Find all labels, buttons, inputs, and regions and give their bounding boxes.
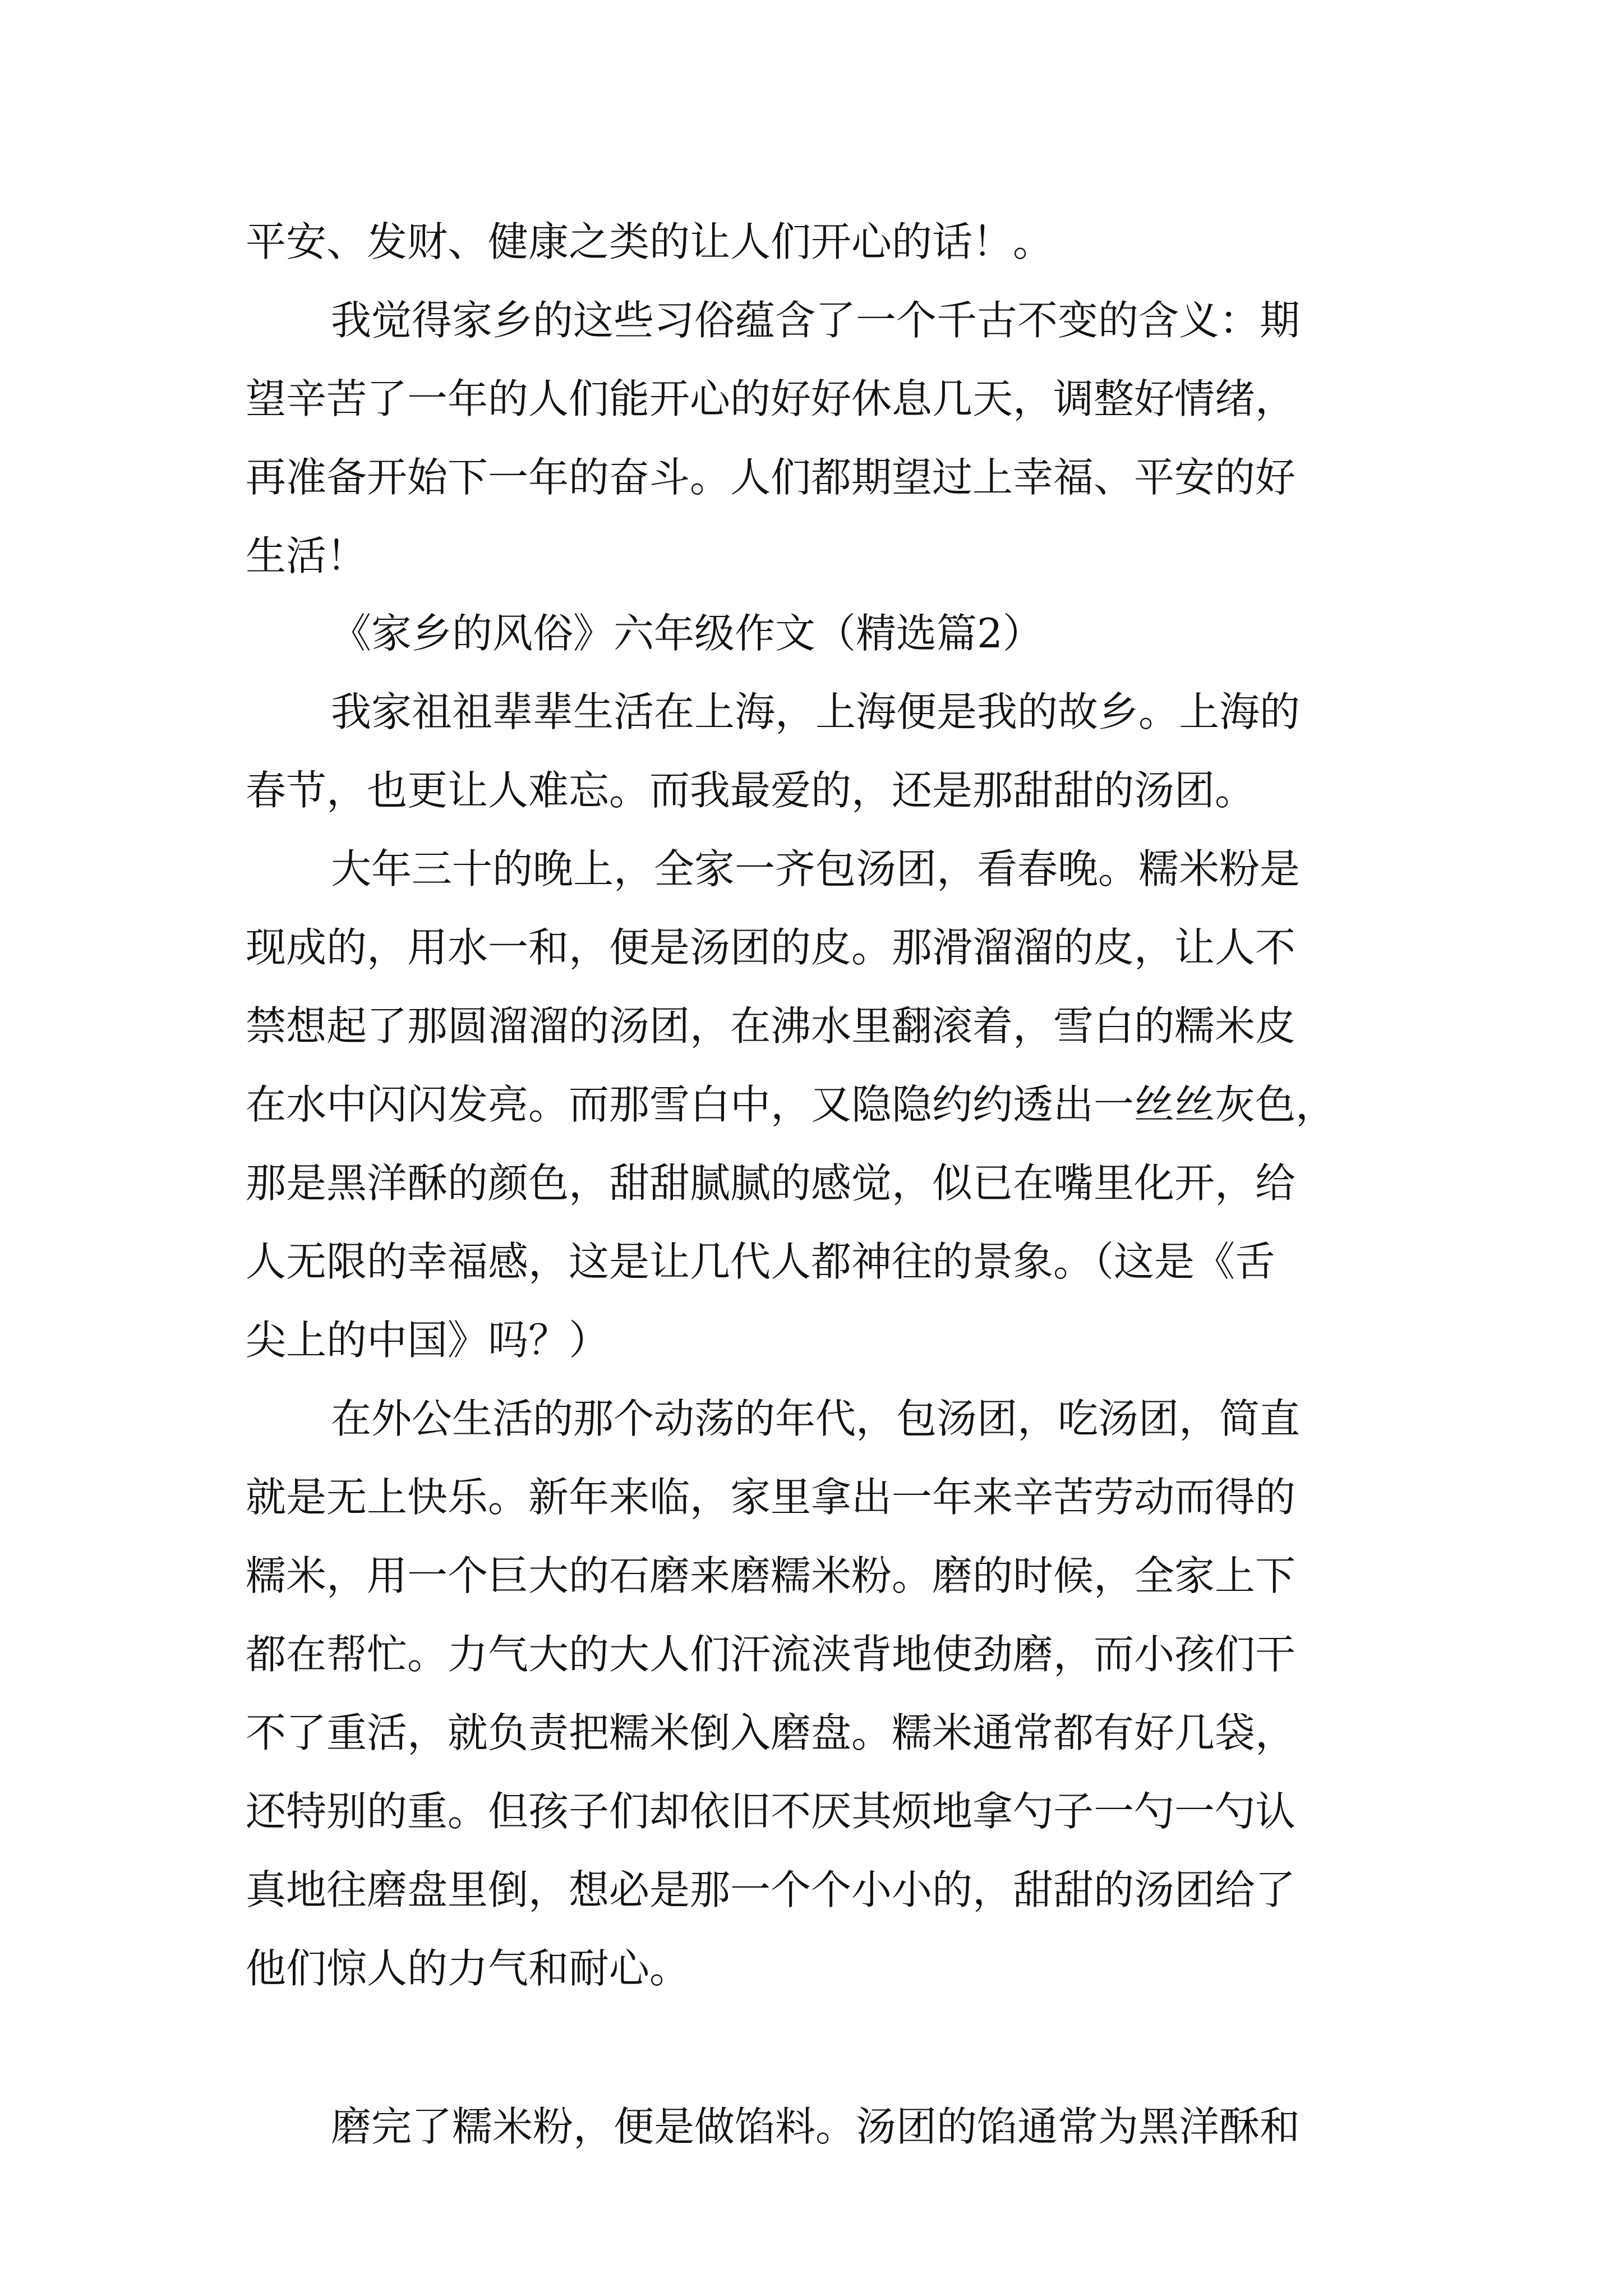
text-line: 都在帮忙。力气大的大人们汗流浃背地使劲磨，而小孩们干 [246, 1631, 1296, 1678]
text-line: 生活！ [246, 532, 367, 579]
text-line: 我觉得家乡的这些习俗蕴含了一个千古不变的含义：期 [331, 297, 1301, 344]
text-line: 现成的，用水一和，便是汤团的皮。那滑溜溜的皮，让人不 [246, 924, 1296, 971]
text-line: 禁想起了那圆溜溜的汤团，在沸水里翻滚着，雪白的糯米皮 [246, 1002, 1296, 1050]
text-line: 在水中闪闪发亮。而那雪白中，又隐隐约约透出一丝丝灰色， [246, 1081, 1336, 1128]
text-line: 磨完了糯米粉，便是做馅料。汤团的馅通常为黑洋酥和 [331, 2103, 1301, 2150]
text-line: 望辛苦了一年的人们能开心的好好休息几天，调整好情绪， [246, 375, 1296, 422]
text-line: 不了重活，就负责把糯米倒入磨盘。糯米通常都有好几袋， [246, 1709, 1296, 1756]
text-line: 在外公生活的那个动荡的年代，包汤团，吃汤团，简直 [331, 1395, 1301, 1442]
text-line: 糯米，用一个巨大的石磨来磨糯米粉。磨的时候，全家上下 [246, 1552, 1296, 1599]
text-line: 他们惊人的力气和耐心。 [246, 1945, 690, 1992]
text-line: 大年三十的晚上，全家一齐包汤团，看春晚。糯米粉是 [331, 845, 1301, 892]
text-line: 我家祖祖辈辈生活在上海，上海便是我的故乡。上海的 [331, 688, 1301, 735]
text-line: 平安、发财、健康之类的让人们开心的话！。 [246, 218, 1054, 265]
text-line: 就是无上快乐。新年来临，家里拿出一年来辛苦劳动而得的 [246, 1474, 1296, 1521]
text-line: 还特别的重。但孩子们却依旧不厌其烦地拿勺子一勺一勺认 [246, 1788, 1296, 1835]
text-line: 人无限的幸福感，这是让几代人都神往的景象。（这是《舌 [246, 1238, 1276, 1285]
section-heading: 《家乡的风俗》六年级作文（精选篇2） [331, 610, 1043, 657]
text-line: 再准备开始下一年的奋斗。人们都期望过上幸福、平安的好 [246, 454, 1296, 501]
text-line: 真地往磨盘里倒，想必是那一个个小小的，甜甜的汤团给了 [246, 1866, 1296, 1913]
text-line: 那是黑洋酥的颜色，甜甜腻腻的感觉，似已在嘴里化开，给 [246, 1159, 1296, 1207]
text-line: 尖上的中国》吗？） [246, 1317, 610, 1364]
text-line: 春节，也更让人难忘。而我最爱的，还是那甜甜的汤团。 [246, 767, 1256, 814]
